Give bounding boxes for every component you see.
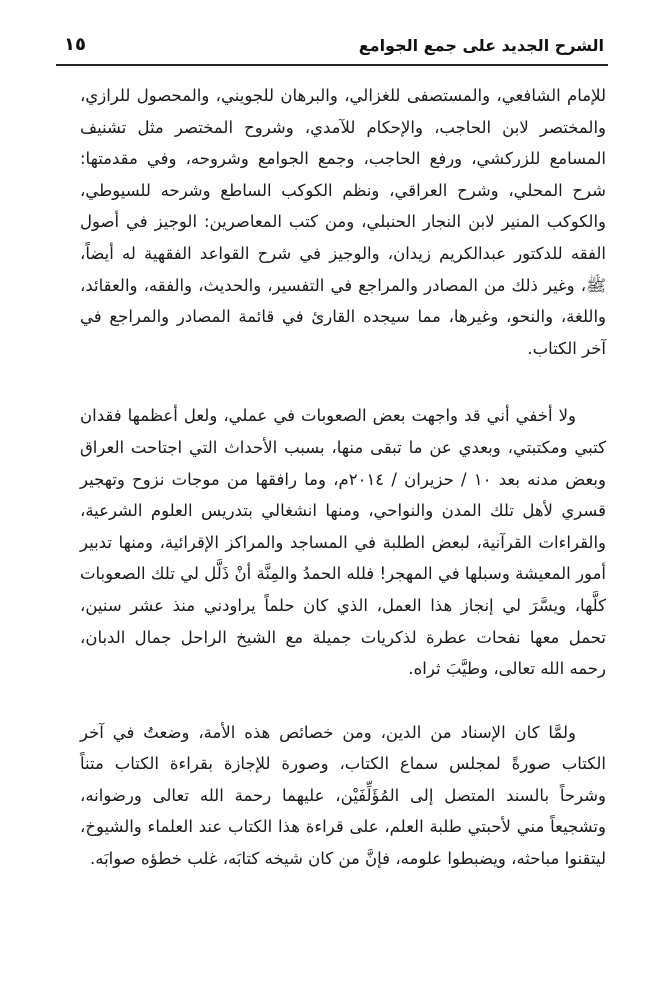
running-header-title: الشرح الجديد على جمع الجوامع	[358, 36, 604, 55]
paragraph: للإمام الشافعي، والمستصفى للغزالي، والبرهان للجويني، والمحصول للرازي، والمختصر لابن الحاجب، والإحكام للآمدي، وشروح المختصر مثل تشنيف المسامع للزركشي، ورفع الحاجب، وجمع الجوامع وشروحه، وفي مقدمتها: شرح المحلي، وشرح العراقي، ونظم الكوكب الساطع وشرحه للسيوطي، والكوكب المنير لابن النجار الحنبلي، ومن كتب المعاصرين: الوجيز في أصول الفقه للدكتور عبدالكريم زيدان، والوجيز في شرح القواعد الفقهية له أيضاً، ﷺ، وغير ذلك من المصادر والمراجع في التفسير، والحديث، والفقه، والعقائد، واللغة، والنحو، وغيرها، مما سيجده القارئ في قائمة المصادر والمراجع في آخر الكتاب.	[80, 86, 606, 358]
body-text	[80, 80, 606, 875]
running-header	[64, 34, 604, 64]
page-number: ١٥	[64, 34, 86, 55]
paragraph: ولمَّا كان الإسناد من الدين، ومن خصائص هذه الأمة، وضعتُ في آخر الكتاب صورةً لمجلس سماع الكتاب، وصورة للإجازة بقراءة الكتاب متناً وشرحاً بالسند المتصل إلى المُؤَلِّفَيْن، عليهما رحمة الله تعالى ورضوانه، وتشجيعاً مني لأحبتي طلبة العلم، على قراءة هذا الكتاب عند العلماء والشيوخ، ليتقنوا مباحثه، ويضبطوا علومه، فإنَّ من كان شيخه كتابَه، غلب خطؤه صوابَه.	[80, 722, 606, 869]
header-rule	[56, 64, 608, 66]
paragraph: ولا أخفي أني قد واجهت بعض الصعوبات في عملي، ولعل أعظمها فقدان كتبي ومكتبتي، وبعدي عن ما تبقى منها، بسبب الأحداث التي اجتاحت العراق وبعض مدنه بعد ١٠ / حزيران / ٢٠١٤م، وما رافقها من موجات نزوح وتهجير قسري لأهل تلك المدن والنواحي، ومنها انشغالي بتدريس العلوم الشرعية، والقراءات القرآنية، لبعض الطلبة في المساجد والمراكز الإقرائية، ومنها تدبير أمور المعيشة وسبلها في المهجر! فلله الحمدُ والمِنَّة أنْ ذَلَّل لي تلك الصعوبات كلَّها، ويسَّرَ لي إنجاز هذا العمل، الذي كان حلماً يراودني منذ عشر سنين، تحمل معها نفحات عطرة لذكريات جميلة مع الشيخ الراحل جمال الدبان، رحمه الله تعالى، وطيَّبَ ثراه.	[80, 406, 606, 679]
